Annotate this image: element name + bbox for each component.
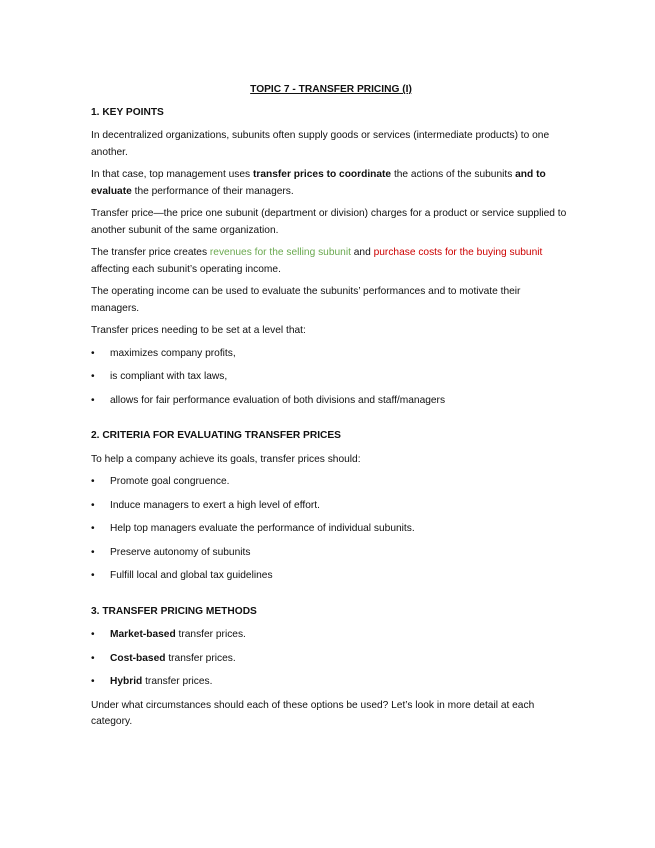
- paragraph: The operating income can be used to evaluate the subunits’ performances and to motivate their managers.: [91, 286, 521, 314]
- list-item: [91, 568, 571, 585]
- bullet-list: [91, 627, 571, 691]
- bullet-icon: •: [91, 629, 95, 640]
- text-run: In that case, top management uses: [91, 169, 253, 180]
- bullet-icon: •: [91, 371, 95, 382]
- list-item-text: is compliant with tax laws,: [110, 371, 228, 382]
- document-title: TOPIC 7 - TRANSFER PRICING (I): [250, 84, 412, 95]
- paragraph: [91, 167, 571, 200]
- method-name: Market-based: [110, 629, 176, 640]
- bullet-icon: •: [91, 570, 95, 581]
- paragraph: [91, 245, 571, 278]
- list-item: [91, 498, 571, 515]
- bullet-icon: •: [91, 652, 95, 664]
- paragraph: To help a company achieve its goals, transfer prices should:: [91, 453, 361, 465]
- bullet-list: [91, 346, 571, 410]
- list-item-text: transfer prices.: [165, 652, 236, 664]
- spacer: [91, 416, 571, 428]
- text-run: and: [350, 247, 374, 258]
- highlight-red-text: purchase costs for the buying subunit: [373, 247, 543, 258]
- list-item-text: Help top managers evaluate the performance of individual subunits.: [110, 523, 415, 534]
- paragraph: Transfer price—the price one subunit (department or division) charges for a product or service supplied to another subunit of the same organization.: [91, 208, 567, 236]
- bullet-icon: •: [91, 676, 95, 687]
- document-content: [91, 82, 571, 737]
- list-item: [91, 651, 571, 668]
- list-item: [91, 393, 571, 410]
- text-run: the actions of the subunits: [391, 169, 516, 180]
- list-item: [91, 674, 571, 691]
- bold-text: and to evaluate: [91, 169, 546, 197]
- list-item: [91, 521, 571, 538]
- paragraph: Under what circumstances should each of these options be used? Let’s look in more detail at each category.: [91, 699, 535, 727]
- method-name: Hybrid: [110, 676, 143, 687]
- section-2-heading: 2. CRITERIA FOR EVALUATING TRANSFER PRICES: [91, 430, 341, 441]
- section-1-heading: 1. KEY POINTS: [91, 106, 164, 118]
- list-item: [91, 346, 571, 363]
- bold-text: transfer prices to coordinate: [252, 169, 392, 180]
- highlight-green-text: revenues for the selling subunit: [209, 247, 351, 258]
- bullet-list: [91, 474, 571, 585]
- text-run: the performance of their managers.: [131, 185, 294, 197]
- list-item: [91, 369, 571, 386]
- text-run: The transfer price creates: [91, 247, 210, 258]
- spacer: [91, 592, 571, 604]
- list-item-text: transfer prices.: [175, 629, 246, 640]
- list-item-text: maximizes company profits,: [110, 347, 236, 359]
- text-run: affecting each subunit’s operating income.: [91, 263, 281, 275]
- method-name: Cost-based: [110, 652, 166, 664]
- list-item-text: Induce managers to exert a high level of effort.: [110, 499, 320, 511]
- list-item-text: Preserve autonomy of subunits: [110, 546, 251, 558]
- paragraph: In decentralized organizations, subunits often supply goods or services (intermediate products) to one another.: [91, 130, 550, 158]
- list-item-text: Fulfill local and global tax guidelines: [110, 570, 273, 581]
- bullet-icon: •: [91, 347, 95, 359]
- list-item: [91, 474, 571, 491]
- list-item-text: allows for fair performance evaluation of both divisions and staff/managers: [110, 394, 446, 406]
- bullet-icon: •: [91, 476, 95, 487]
- section-3-heading: 3. TRANSFER PRICING METHODS: [91, 605, 257, 617]
- bullet-icon: •: [91, 394, 95, 406]
- list-item-text: Promote goal congruence.: [110, 476, 230, 487]
- bullet-icon: •: [91, 499, 95, 511]
- list-item-text: transfer prices.: [142, 676, 213, 687]
- paragraph: Transfer prices needing to be set at a level that:: [91, 325, 306, 336]
- list-item: [91, 627, 571, 644]
- bullet-icon: •: [91, 523, 95, 534]
- bullet-icon: •: [91, 546, 95, 558]
- list-item: [91, 545, 571, 562]
